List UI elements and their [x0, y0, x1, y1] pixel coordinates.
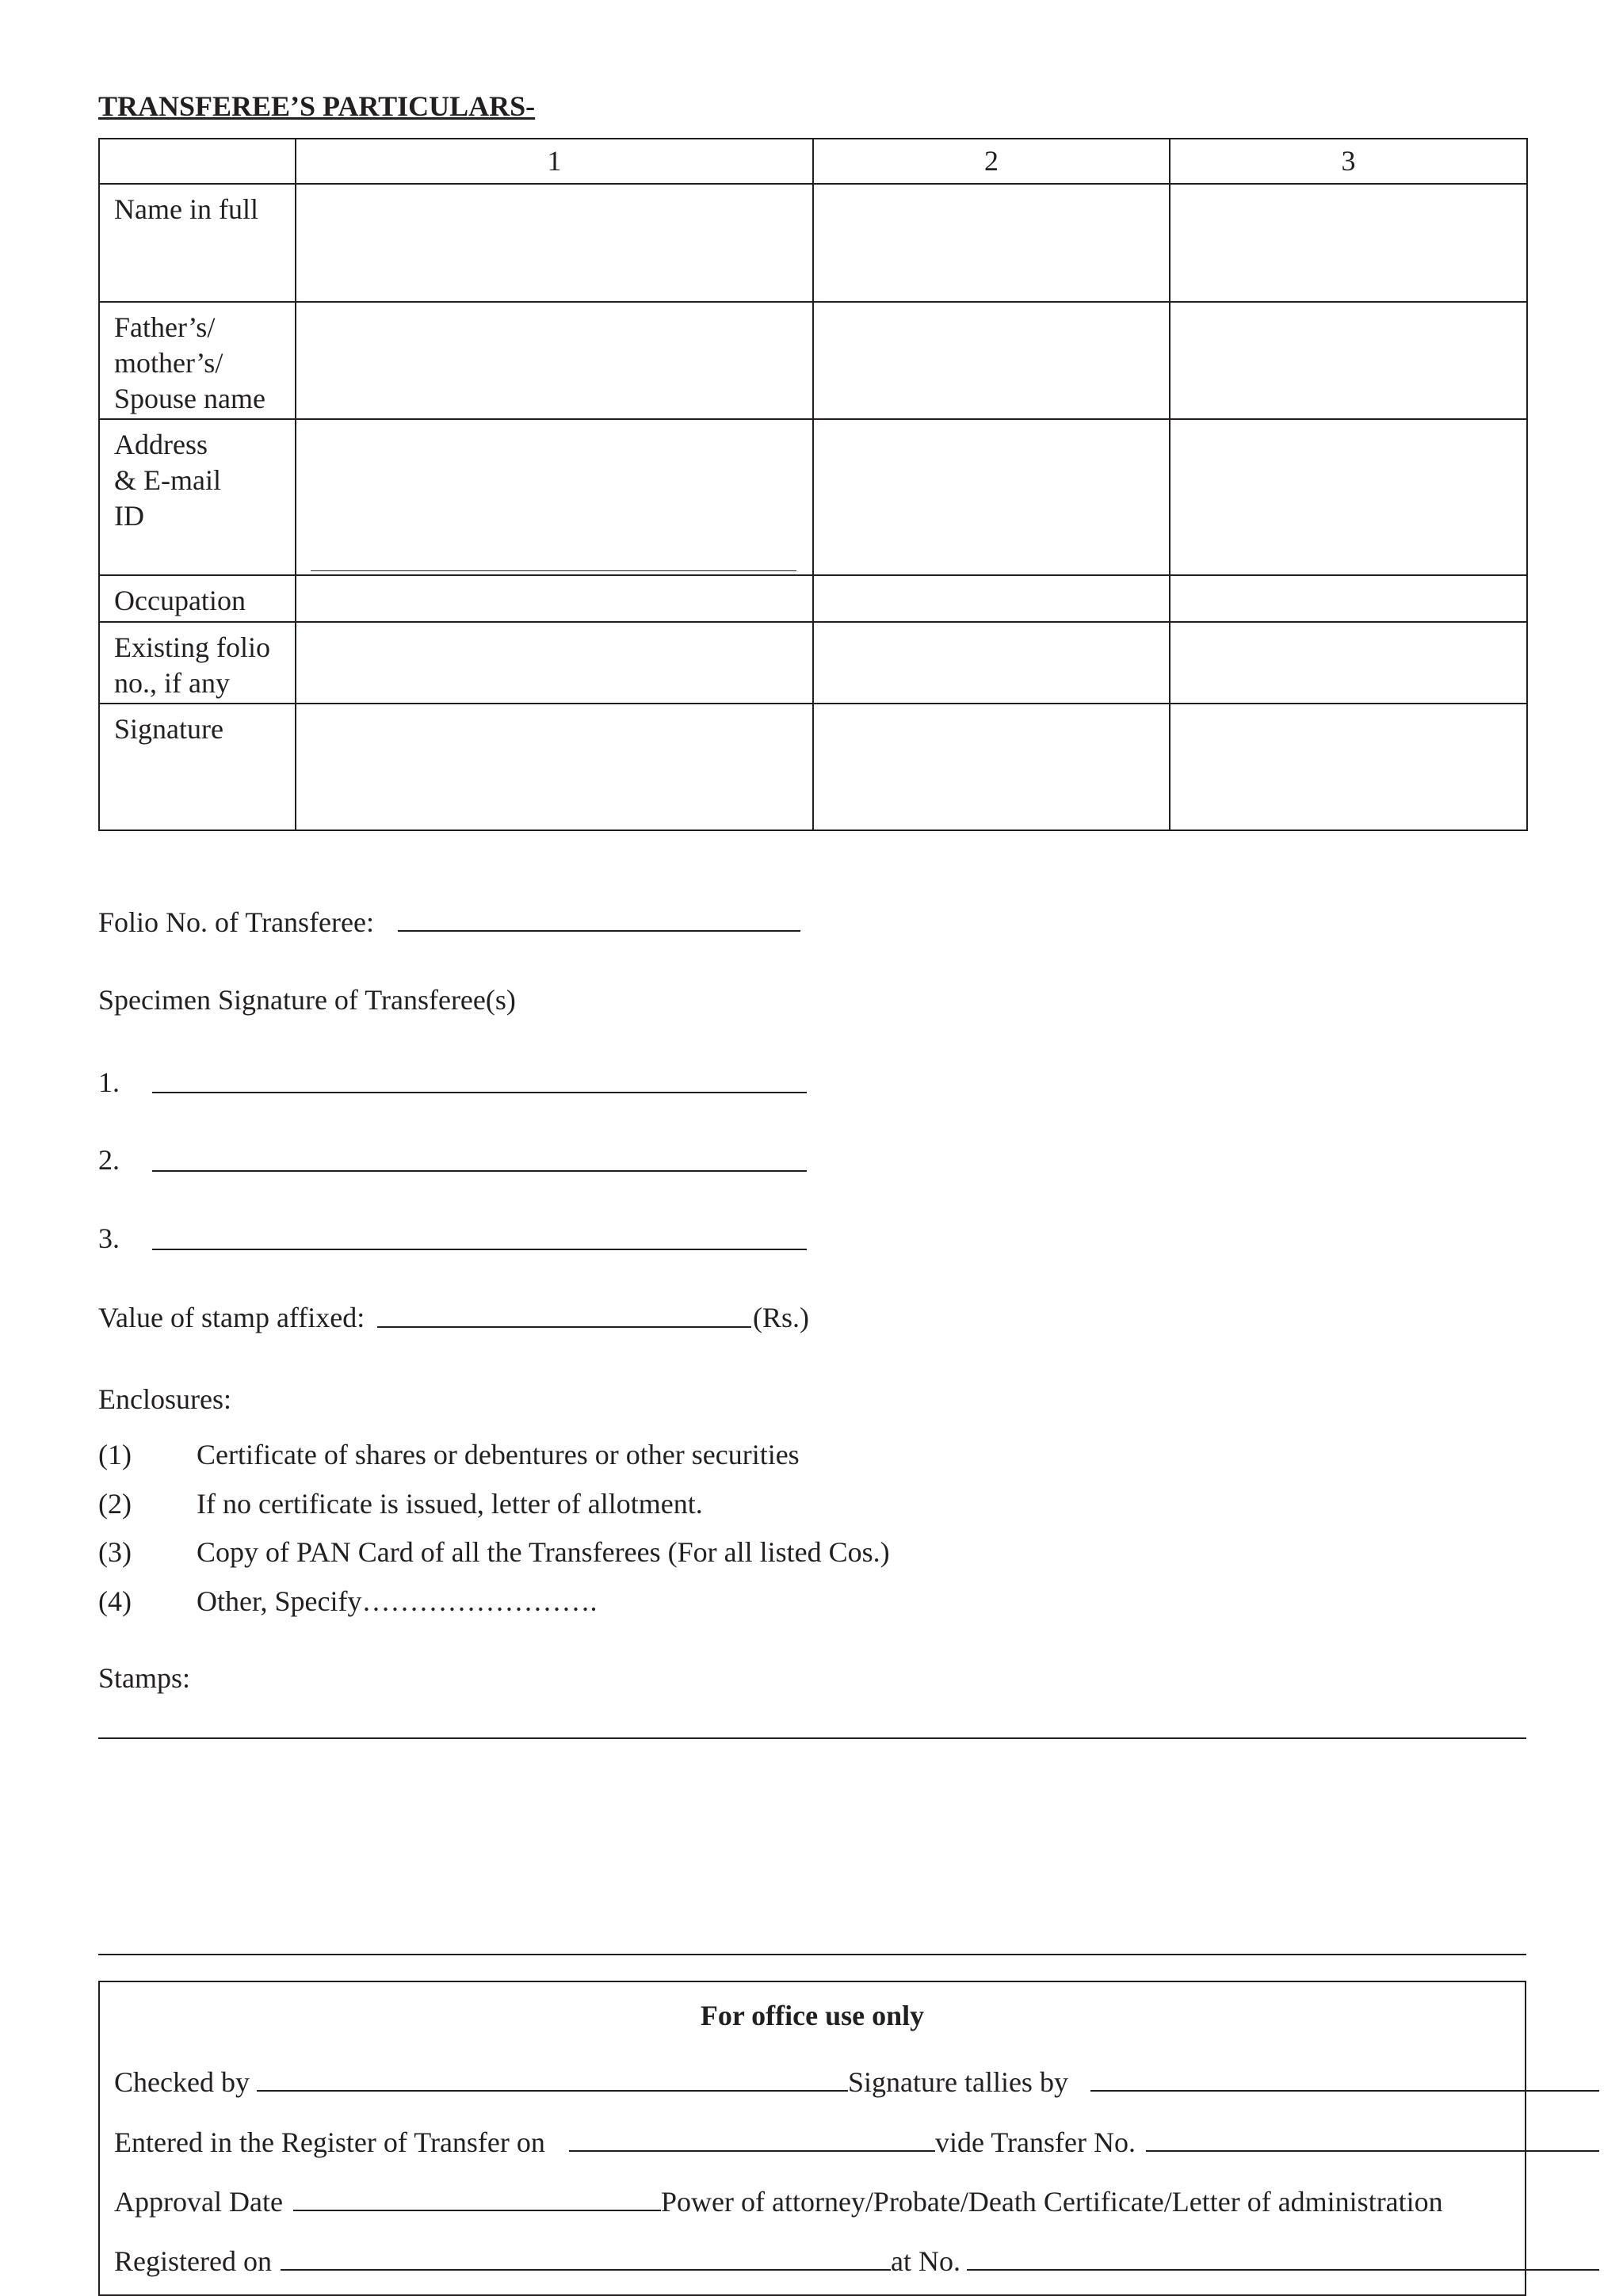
enclosures-label: Enclosures:	[98, 1383, 231, 1415]
transferee-particulars-table	[98, 138, 1528, 831]
column-header-3: 3	[1170, 139, 1527, 184]
address-underline	[311, 570, 796, 571]
checked-by-input-line[interactable]	[257, 2090, 848, 2092]
registered-on-label: Registered on	[114, 2245, 272, 2277]
label-line: & E-mail	[114, 464, 221, 496]
row-label-relative-name	[99, 302, 296, 419]
row-label-address	[99, 419, 296, 575]
enclosure-text-2: If no certificate is issued, letter of allotment.	[197, 1488, 703, 1520]
approval-date-label: Approval Date	[114, 2186, 283, 2218]
register-entry-label: Entered in the Register of Transfer on	[114, 2126, 545, 2158]
name-field-2[interactable]	[813, 184, 1170, 302]
relative-name-field-3[interactable]	[1170, 302, 1527, 419]
column-header-1: 1	[296, 139, 813, 184]
address-field-1[interactable]	[296, 419, 813, 575]
enclosure-text-4: Other, Specify…………………….	[197, 1585, 598, 1617]
enclosure-text-1: Certificate of shares or debentures or other securities	[197, 1439, 800, 1470]
row-label-name	[99, 184, 296, 302]
signature-field-1[interactable]	[296, 704, 813, 830]
header-corner-cell	[99, 139, 296, 184]
enclosure-number-3: (3)	[98, 1536, 132, 1568]
relative-name-field-2[interactable]	[813, 302, 1170, 419]
address-field-3[interactable]	[1170, 419, 1527, 575]
row-label-occupation	[99, 575, 296, 622]
label-line: mother’s/	[114, 347, 223, 379]
folio-label: Folio No. of Transferee:	[98, 906, 374, 938]
row-label-signature	[99, 704, 296, 830]
registered-on-input-line[interactable]	[281, 2269, 891, 2271]
at-no-label: at No.	[891, 2245, 960, 2277]
register-entry-input-line[interactable]	[569, 2150, 935, 2152]
column-header-2: 2	[813, 139, 1170, 184]
stamp-value-label: Value of stamp affixed:	[98, 1302, 365, 1333]
name-field-3[interactable]	[1170, 184, 1527, 302]
table-row-relative-name	[99, 302, 1527, 419]
occupation-field-2[interactable]	[813, 575, 1170, 622]
label-line: Spouse name	[114, 383, 265, 414]
signature-tallies-label: Signature tallies by	[848, 2066, 1068, 2098]
enclosure-number-2: (2)	[98, 1488, 132, 1520]
table-row-address	[99, 419, 1527, 575]
stamps-area-bottom-rule	[98, 1954, 1526, 1955]
occupation-field-1[interactable]	[296, 575, 813, 622]
checked-by-label: Checked by	[114, 2066, 250, 2098]
specimen-signature-line-1[interactable]	[152, 1092, 807, 1093]
row-label-folio	[99, 622, 296, 704]
section-title: TRANSFEREE’S PARTICULARS-	[98, 90, 536, 122]
transfer-no-input-line[interactable]	[1146, 2150, 1599, 2152]
stamps-label: Stamps:	[98, 1662, 191, 1694]
stamp-value-input-line[interactable]	[377, 1326, 751, 1328]
at-no-input-line[interactable]	[967, 2269, 1599, 2271]
stamps-area[interactable]	[98, 1739, 1526, 1953]
label-line: ID	[114, 500, 144, 532]
folio-field-2[interactable]	[813, 622, 1170, 704]
label-line: no., if any	[114, 667, 230, 699]
table-header-row	[99, 139, 1527, 184]
table-row-name	[99, 184, 1527, 302]
label-line: Name in full	[114, 193, 258, 225]
specimen-number-3: 3.	[98, 1222, 120, 1254]
label-line: Existing folio	[114, 631, 270, 663]
label-line: Father’s/	[114, 311, 216, 343]
transfer-no-label: vide Transfer No.	[935, 2126, 1136, 2158]
folio-field-1[interactable]	[296, 622, 813, 704]
enclosure-text-3: Copy of PAN Card of all the Transferees (For all listed Cos.)	[197, 1536, 890, 1568]
folio-input-line[interactable]	[398, 930, 800, 932]
enclosure-number-4: (4)	[98, 1585, 132, 1617]
name-field-1[interactable]	[296, 184, 813, 302]
stamp-value-unit: (Rs.)	[753, 1302, 809, 1333]
specimen-label: Specimen Signature of Transferee(s)	[98, 984, 516, 1016]
table-row-folio	[99, 622, 1527, 704]
address-field-2[interactable]	[813, 419, 1170, 575]
office-use-box	[98, 1981, 1526, 2296]
table-row-occupation	[99, 575, 1527, 622]
label-line: Signature	[114, 713, 223, 745]
label-line: Address	[114, 429, 208, 460]
specimen-number-1: 1.	[98, 1066, 120, 1098]
specimen-signature-line-3[interactable]	[152, 1249, 807, 1250]
signature-field-2[interactable]	[813, 704, 1170, 830]
power-of-attorney-label: Power of attorney/Probate/Death Certificate/Letter of administration	[661, 2186, 1443, 2218]
office-use-heading: For office use only	[700, 2000, 925, 2031]
folio-field-3[interactable]	[1170, 622, 1527, 704]
relative-name-field-1[interactable]	[296, 302, 813, 419]
signature-tallies-input-line[interactable]	[1090, 2090, 1599, 2092]
table-row-signature	[99, 704, 1527, 830]
specimen-number-2: 2.	[98, 1144, 120, 1176]
occupation-field-3[interactable]	[1170, 575, 1527, 622]
label-line: Occupation	[114, 585, 246, 616]
approval-date-input-line[interactable]	[293, 2210, 661, 2211]
specimen-signature-line-2[interactable]	[152, 1170, 807, 1172]
enclosure-number-1: (1)	[98, 1439, 132, 1470]
signature-field-3[interactable]	[1170, 704, 1527, 830]
